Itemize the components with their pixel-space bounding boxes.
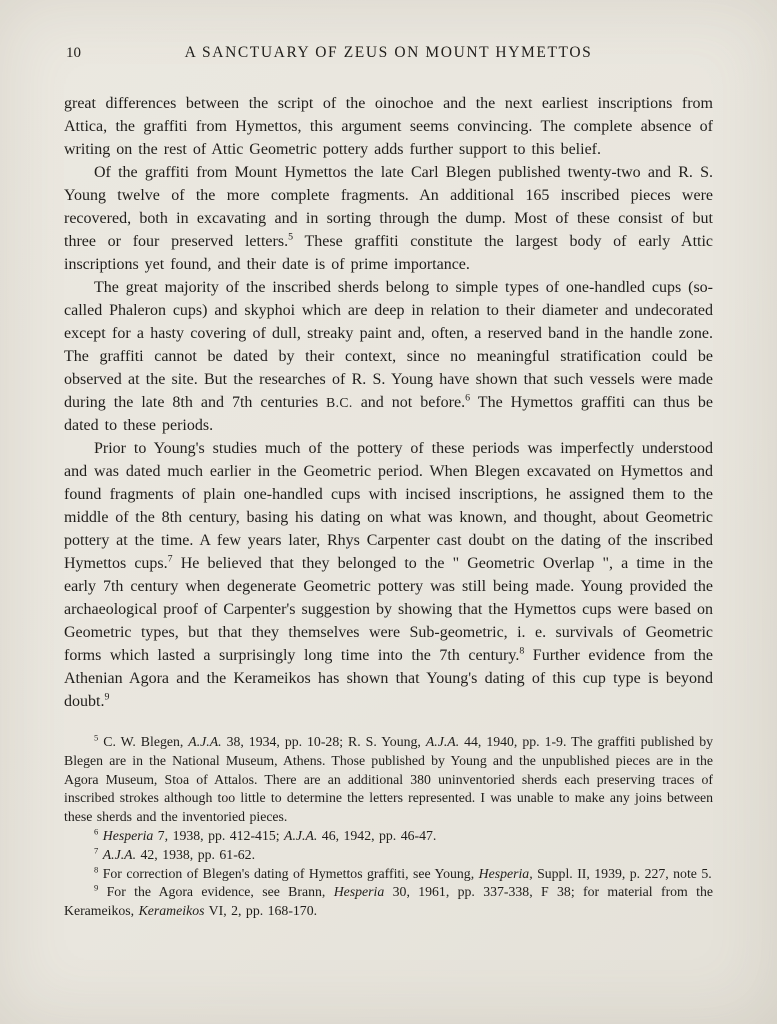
text-run: A.J.A. <box>425 734 460 749</box>
text-run: For the Agora evidence, see Brann, <box>98 884 334 900</box>
text-run: C. W. Blegen, <box>98 734 189 749</box>
text-run: These graffiti constitute the largest body of early Attic inscriptions yet found, and their date is of prime importance. <box>64 233 714 273</box>
paragraph <box>64 276 713 437</box>
page-number: 10 <box>66 45 81 61</box>
text-run: VI, 2, pp. 168-170. <box>204 903 318 919</box>
text-run: 7, 1938, pp. 412-415; <box>153 827 285 843</box>
footnote <box>64 865 713 884</box>
footnote-ref: 6 <box>465 392 471 404</box>
footnote-ref: 5 <box>288 231 294 243</box>
footnote-ref: 7 <box>167 553 173 565</box>
text-run: Kerameikos <box>138 903 205 919</box>
footnote-ref: 8 <box>519 645 525 657</box>
text-run: The great majority of the inscribed sherds belong to simple types of one-handled cups (so-called Phaleron cups) and skyphoi which are deep in relation to their diameter and undecorated except for a hasty covering of dull, streaky paint and, often, a reserved band in the handle zone. The graffiti cannot be dated by their context, since no meaningful stratification could be observed at the site. But the researches of R. S. Young have shown that such vessels were made during the late 8th and 7th centuries <box>64 279 713 411</box>
footnotes <box>64 733 713 921</box>
text-run: Hesperia <box>333 884 385 900</box>
paragraph <box>64 161 713 276</box>
text-run: 44, 1940, pp. 1-9. The graffiti published by Blegen are in the National Museum, Athens. Those published by Young and the unpublished pieces are in the Agora Museum, Stoa of Attalos. There are an additional 380 uninventoried sherds each preserving traces of inscribed strokes although too little to determine the letters represented. I was unable to make any joins between these sherds and the inventoried pieces. <box>64 734 713 825</box>
footnote-ref: 8 <box>94 863 99 874</box>
body-paragraphs <box>64 92 713 713</box>
text-run: and not before. <box>352 394 466 411</box>
text-run: 38, 1934, pp. 10-28; R. S. Young, <box>221 734 426 749</box>
text-run: He believed that they belonged to the " Geometric Overlap ", a time in the early 7th century when degenerate Geometric pottery was still being made. Young provided the archaeological proof of Carpenter's suggestion by showing that the Hymettos cups were based on Geometric types, but that they themselves were Sub-geometric, i. e. survivals of Geometric forms which lasted a surprisingly long time into the 7th century. <box>64 555 714 664</box>
text-run: 46, 1942, pp. 46-47. <box>317 827 437 843</box>
text-run: 42, 1938, pp. 61-62. <box>136 846 256 862</box>
page-header <box>64 44 713 66</box>
running-title: A SANCTUARY OF ZEUS ON MOUNT HYMETTOS <box>184 44 593 61</box>
paragraph <box>64 437 713 713</box>
text-run: Prior to Young's studies much of the pottery of these periods was imperfectly understood and was dated much earlier in the Geometric period. When Blegen excavated on Hymettos and found fragments of plain one-handled cups with incised inscriptions, he assigned them to the middle of the 8th century, basing his dating on what was known, and thought, about Geometric pottery at the time. A few years later, Rhys Carpenter cast doubt on the dating of the inscribed Hymettos cups. <box>64 440 713 572</box>
text-run: Suppl. II, 1939, p. 227, note 5. <box>532 865 712 881</box>
text-run: Hesperia <box>102 827 154 843</box>
footnote <box>64 733 713 827</box>
text-run: great differences between the script of the oinochoe and the next earliest inscriptions from Attica, the graffiti from Hymettos, this argument seems convincing. The complete absence of writing on the rest of Attic Geometric pottery adds further support to this belief. <box>64 95 713 158</box>
text-run: Further evidence from the Athenian Agora and the Kerameikos has shown that Young's dating of this cup type is beyond doubt. <box>64 647 713 710</box>
footnote-ref: 7 <box>94 845 99 856</box>
text-run: For correction of Blegen's dating of Hymettos graffiti, see Young, <box>98 865 479 881</box>
text-run: Hesperia, <box>478 865 533 881</box>
footnote-ref: 9 <box>104 691 110 703</box>
footnote-ref: 6 <box>94 826 99 837</box>
text-run: B.C. <box>326 395 353 410</box>
text-run: A.J.A. <box>102 846 137 862</box>
footnote <box>64 846 713 865</box>
text-run: A.J.A. <box>284 827 318 843</box>
footnote <box>64 883 713 921</box>
paragraph <box>64 92 713 161</box>
text-run: The Hymettos graffiti can thus be dated to these periods. <box>64 394 714 434</box>
footnote-ref: 9 <box>94 882 99 893</box>
footnote-ref: 5 <box>94 732 99 743</box>
text-run: 30, 1961, pp. 337-338, F 38; for material from the Kerameikos, <box>64 884 713 919</box>
text-run: Of the graffiti from Mount Hymettos the late Carl Blegen published twenty-two and R. S. Young twelve of the more complete fragments. An additional 165 inscribed pieces were recovered, both in excavating and in sorting through the dump. Most of these consist of but three or four preserved letters. <box>64 164 713 250</box>
footnote <box>64 827 713 846</box>
text-run: A.J.A. <box>188 734 222 749</box>
